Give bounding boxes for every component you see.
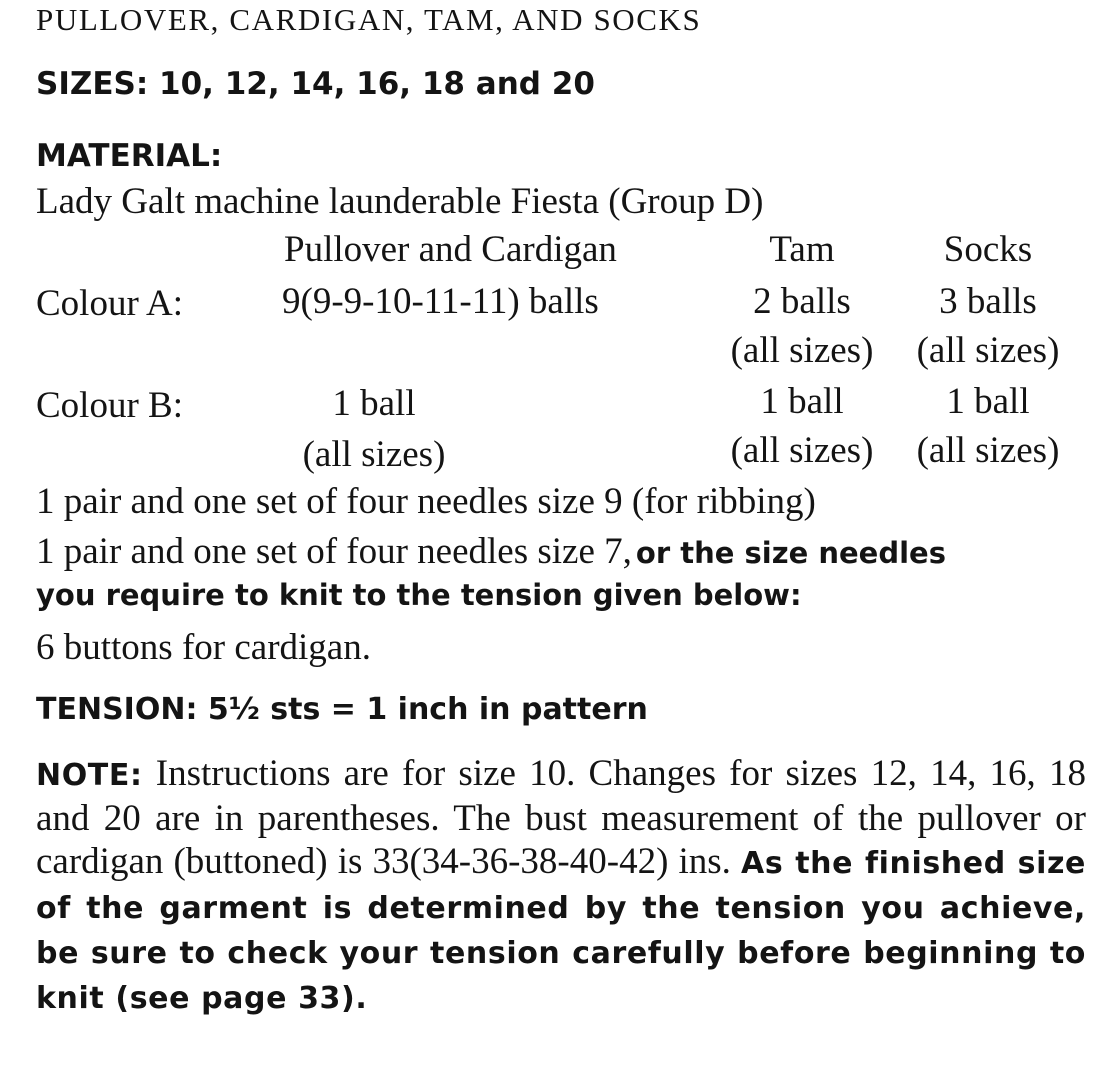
row-label-colour-a: Colour A: (36, 283, 183, 324)
colour-b-socks: 1 ball (946, 381, 1030, 422)
needles-main-bold-continued: you require to knit to the tension given below: (36, 578, 802, 612)
row-label-colour-b: Colour B: (36, 385, 183, 426)
colour-a-tam: 2 balls (753, 281, 851, 322)
note-text: Instructions are for size 10. Changes for sizes 12, 14, 16, 18 and 20 are in parentheses. The bust measurement of the pullover or cardigan (buttoned) is 33(34-36-38-40-42) ins. (36, 753, 1086, 882)
colour-a-socks: 3 balls (939, 281, 1037, 322)
buttons-line: 6 buttons for cardigan. (36, 627, 371, 668)
column-header-tam: Tam (769, 229, 835, 270)
yarn-description: Lady Galt machine launderable Fiesta (Group D) (36, 181, 764, 222)
column-header-socks: Socks (943, 229, 1033, 270)
needles-ribbing-line: 1 pair and one set of four needles size 9 (for ribbing) (36, 481, 816, 522)
colour-a-tam-note: (all sizes) (730, 330, 874, 371)
colour-b-socks-note: (all sizes) (916, 430, 1060, 471)
colour-b-tam: 1 ball (760, 381, 844, 422)
colour-b-pullover: 1 ball (332, 383, 416, 424)
pattern-title: PULLOVER, CARDIGAN, TAM, AND SOCKS (36, 2, 702, 37)
needles-main-bold: or the size needles (635, 536, 946, 570)
colour-b-tam-note: (all sizes) (730, 430, 874, 471)
colour-a-socks-note: (all sizes) (916, 330, 1060, 371)
needles-main-plain: 1 pair and one set of four needles size 7, (36, 531, 632, 572)
needles-main-line (36, 530, 946, 573)
column-header-pullover: Pullover and Cardigan (284, 229, 617, 270)
sizes-line: SIZES: 10, 12, 14, 16, 18 and 20 (36, 66, 595, 102)
colour-a-pullover: 9(9-9-10-11-11) balls (282, 281, 599, 322)
colour-b-pullover-note: (all sizes) (302, 434, 446, 475)
note-label: NOTE: (36, 758, 143, 793)
note-paragraph (36, 752, 1086, 1020)
tension-line: TENSION: 5½ sts = 1 inch in pattern (36, 692, 648, 727)
material-heading: MATERIAL: (36, 138, 223, 174)
note-bold-text: As the finished size of the garment is determined by the tension you achieve, be sure to check your tension carefully before beginning to knit (see page 33). (36, 846, 1087, 1016)
